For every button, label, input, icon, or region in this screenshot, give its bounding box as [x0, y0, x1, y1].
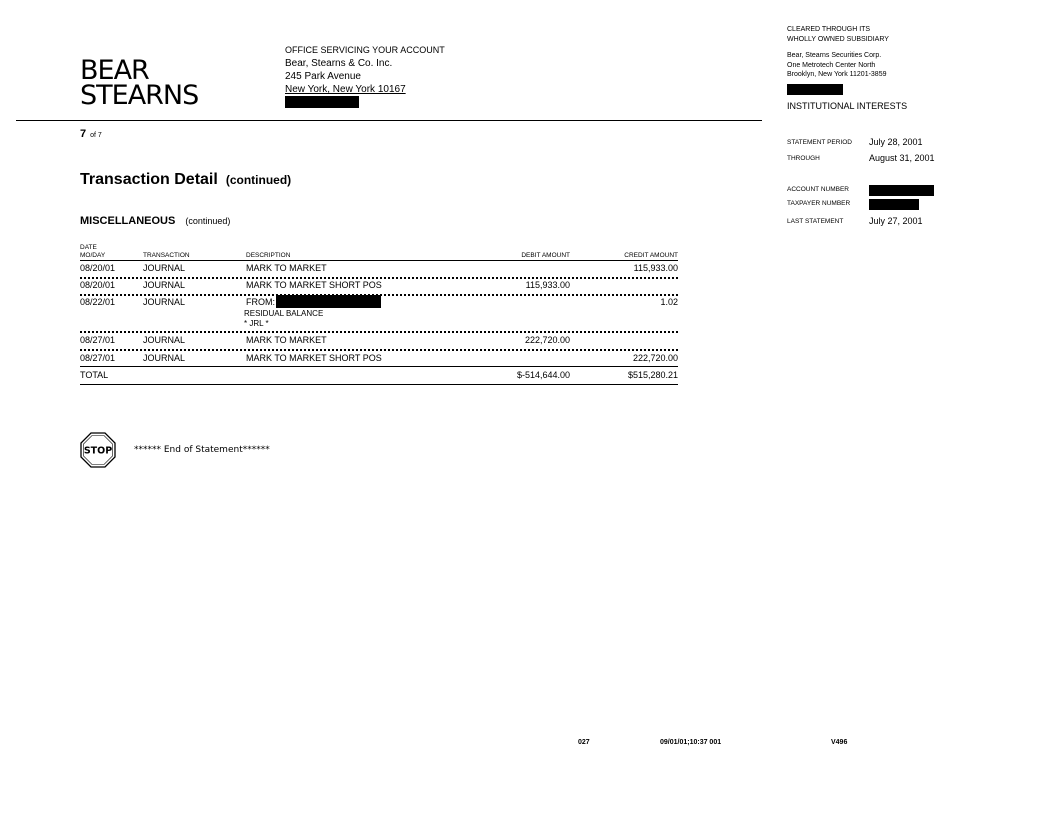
- row-separator: [80, 331, 678, 333]
- taxpayer-number-redaction: [869, 197, 919, 215]
- row-transaction: JOURNAL: [143, 297, 186, 307]
- row-credit: 115,933.00: [633, 263, 678, 273]
- page-title: [80, 171, 291, 189]
- clearing-block: [787, 25, 889, 80]
- header-credit: CREDIT AMOUNT: [624, 252, 678, 259]
- row-transaction: JOURNAL: [143, 353, 186, 363]
- office-redaction: [285, 96, 445, 112]
- institutional-interests: INSTITUTIONAL INTERESTS: [787, 101, 908, 111]
- row-debit: 222,720.00: [524, 335, 570, 345]
- row-date: 08/20/01: [80, 280, 116, 290]
- page-of-total: of 7: [90, 132, 102, 139]
- row-description: MARK TO MARKET SHORT POS: [246, 353, 382, 363]
- clearing-street: One Metrotech Center North: [787, 61, 876, 69]
- row-date: 08/27/01: [80, 335, 116, 345]
- through-value: August 31, 2001: [869, 153, 935, 163]
- header-transaction: TRANSACTION: [143, 252, 190, 259]
- office-heading: OFFICE SERVICING YOUR ACCOUNT: [285, 45, 445, 55]
- logo-line-2: STEARNS: [80, 80, 199, 111]
- row-transaction: JOURNAL: [143, 335, 186, 345]
- row-separator: [80, 277, 678, 279]
- section-heading: [80, 215, 230, 227]
- row-description-line-3: * JRL *: [244, 319, 269, 328]
- statement-period-label: STATEMENT PERIOD: [787, 139, 853, 146]
- account-number-label: ACCOUNT NUMBER: [787, 186, 849, 193]
- page-number: [80, 128, 102, 140]
- office-city: New York, New York 10167: [285, 84, 406, 95]
- row-credit: 1.02: [660, 297, 678, 307]
- title-continued: (continued): [225, 173, 292, 187]
- row-description: FROM:: [246, 297, 275, 307]
- total-top-rule: [80, 366, 678, 367]
- office-name: Bear, Stearns & Co. Inc.: [285, 58, 393, 69]
- total-label: TOTAL: [80, 370, 109, 380]
- footer-code-2: V496: [831, 739, 848, 746]
- through-label: THROUGH: [787, 155, 820, 162]
- stop-sign-icon: [80, 432, 116, 468]
- clearing-line-2: WHOLLY OWNED SUBSIDIARY: [787, 35, 889, 43]
- clearing-redaction: [787, 82, 843, 100]
- row-debit: 115,933.00: [525, 280, 570, 290]
- row-separator: [80, 349, 678, 351]
- row-transaction: JOURNAL: [143, 280, 186, 290]
- header-date: MO/DAY: [80, 252, 106, 259]
- header-divider: [16, 120, 762, 121]
- taxpayer-number-label: TAXPAYER NUMBER: [787, 200, 851, 207]
- statement-period-value: July 28, 2001: [869, 137, 923, 147]
- last-statement-label: LAST STATEMENT: [787, 218, 844, 225]
- page-current: 7: [80, 128, 87, 140]
- header-description: DESCRIPTION: [246, 252, 291, 259]
- logo-line-1: BEAR: [80, 55, 149, 86]
- footer-timestamp: 09/01/01;10:37 001: [660, 739, 722, 746]
- end-of-statement: ****** End of Statement******: [134, 445, 270, 455]
- header-debit: DEBIT AMOUNT: [521, 252, 570, 259]
- row-description: MARK TO MARKET: [246, 263, 327, 273]
- last-statement-value: July 27, 2001: [869, 216, 923, 226]
- row-description: MARK TO MARKET SHORT POS: [246, 280, 382, 290]
- title-main: Transaction Detail: [80, 171, 218, 188]
- total-debit: $-514,644.00: [516, 370, 570, 380]
- clearing-city: Brooklyn, New York 11201-3859: [787, 71, 887, 78]
- row-date: 08/27/01: [80, 353, 116, 363]
- section-continued: (continued): [185, 216, 231, 226]
- clearing-firm: Bear, Stearns Securities Corp.: [787, 52, 882, 59]
- section-name: MISCELLANEOUS: [80, 215, 176, 227]
- total-bottom-rule: [80, 384, 678, 385]
- total-credit: $515,280.21: [627, 370, 678, 380]
- header-underline: [80, 260, 678, 261]
- row-description-line-2: RESIDUAL BALANCE: [244, 309, 324, 318]
- office-address-block: [285, 44, 445, 112]
- row-description: MARK TO MARKET: [246, 335, 327, 345]
- office-street: 245 Park Avenue: [285, 71, 361, 82]
- row-transaction: JOURNAL: [143, 263, 186, 273]
- row-credit: 222,720.00: [632, 353, 678, 363]
- row-date: 08/22/01: [80, 297, 116, 307]
- row-date: 08/20/01: [80, 263, 116, 273]
- stop-sign-text: STOP: [83, 445, 113, 457]
- bear-stearns-logo: [80, 55, 199, 111]
- footer-code-1: 027: [578, 739, 590, 746]
- header-date-top: DATE: [80, 244, 97, 251]
- clearing-line-1: CLEARED THROUGH ITS: [787, 26, 871, 33]
